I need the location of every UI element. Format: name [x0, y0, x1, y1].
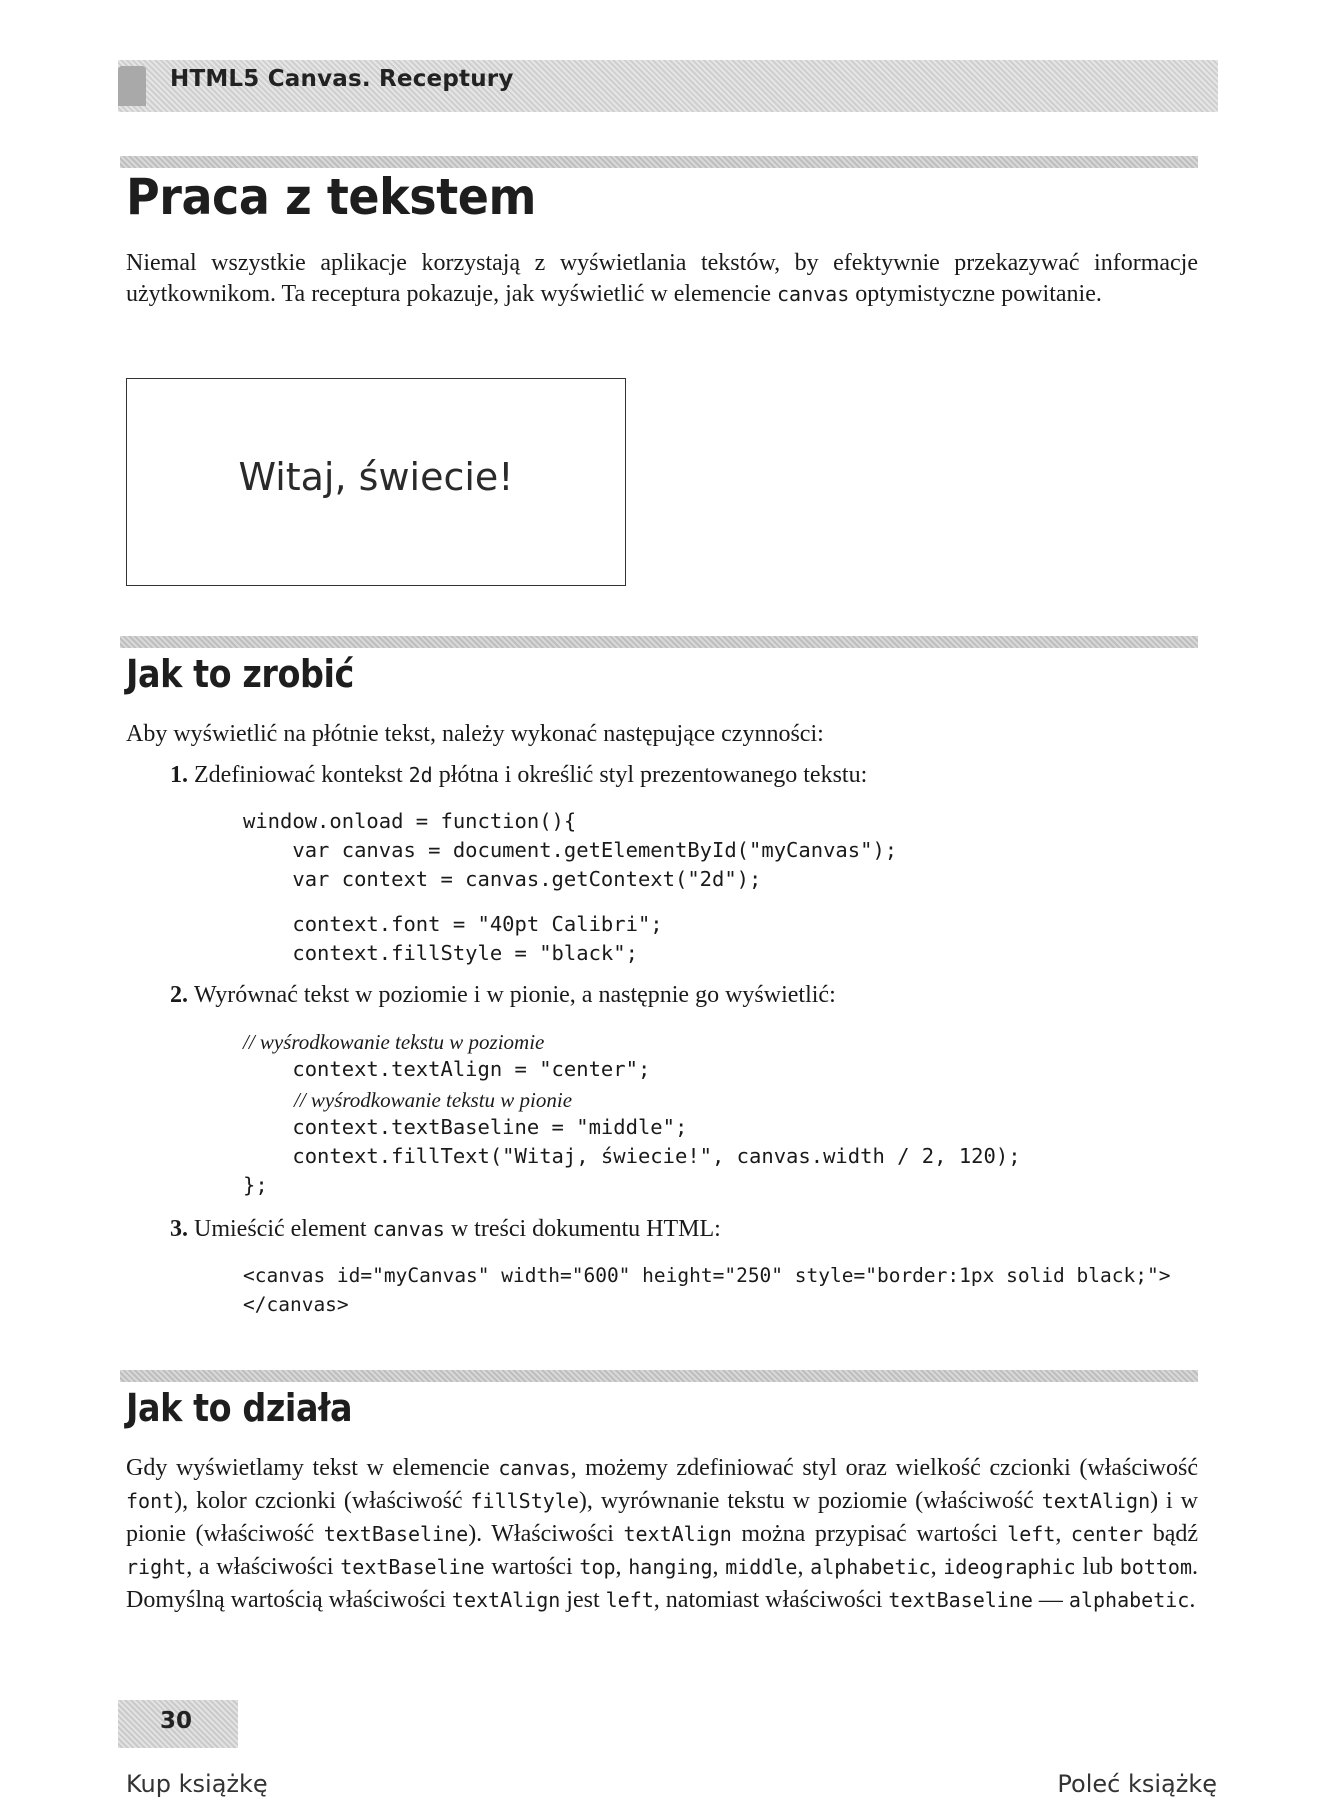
paragraph-text: ), wyrównanie tekstu w poziomie (właściwość [578, 1488, 1042, 1514]
inline-code: textBaseline [340, 1555, 485, 1579]
code-comment: // wyśrodkowanie tekstu w poziomie [243, 1030, 545, 1054]
paragraph-text: . [1189, 1587, 1196, 1613]
code-line: context.fillText("Witaj, świecie!", canvas.width / 2, 120); [243, 1144, 1021, 1168]
inline-code: fillStyle [470, 1489, 579, 1513]
step-3: 3. Umieścić element canvas w treści dokumentu HTML: [170, 1216, 721, 1242]
code-comment: // wyśrodkowanie tekstu w pionie [294, 1088, 573, 1112]
inline-code: ideographic [943, 1555, 1076, 1579]
inline-code: alphabetic [810, 1555, 931, 1579]
inline-code: font [126, 1489, 175, 1513]
inline-code: textAlign [451, 1588, 561, 1612]
inline-code: right [126, 1555, 187, 1579]
paragraph-text: wartości [484, 1554, 580, 1580]
paragraph-text: ) i w pionie (właściwość [126, 1488, 1198, 1547]
code-line: <canvas id="myCanvas" width="600" height="250" style="border:1px solid black;"> [243, 1264, 1171, 1287]
paragraph-text: ). Właściwości [468, 1521, 624, 1547]
inline-code: hanging [628, 1555, 713, 1579]
paragraph-text: lub [1075, 1554, 1120, 1580]
inline-code: center [1070, 1522, 1144, 1546]
paragraph-text: , natomiast właściwości [653, 1587, 889, 1613]
code-line: context.fillStyle = "black"; [243, 941, 638, 965]
inline-code: middle [725, 1555, 798, 1579]
step-2: 2. Wyrównać tekst w poziomie i w pionie, a następnie go wyświetlić: [170, 982, 836, 1008]
paragraph-text: jest [560, 1587, 606, 1613]
page-title: Praca z tekstem [126, 168, 536, 226]
canvas-demo-frame [126, 378, 626, 586]
inline-code: bottom [1119, 1555, 1193, 1579]
paragraph-text: . Domyślną wartością właściwości [126, 1554, 1199, 1613]
buy-book-link[interactable]: Kup książkę [126, 1770, 268, 1798]
section-rule [120, 156, 1198, 168]
paragraph-text: , [1055, 1521, 1071, 1547]
code-line: </canvas> [243, 1293, 349, 1316]
paragraph-text: — [1032, 1587, 1069, 1613]
code-line: context.textBaseline = "middle"; [243, 1115, 688, 1139]
inline-code: left [605, 1588, 654, 1612]
canvas-demo-text: Witaj, świecie! [238, 455, 514, 499]
paragraph-text: ), kolor czcionki (właściwość [174, 1488, 471, 1514]
recommend-book-link[interactable]: Poleć książkę [1057, 1770, 1217, 1798]
paragraph-text: , [797, 1554, 811, 1580]
section-rule [120, 1370, 1198, 1382]
page-number: 30 [160, 1708, 193, 1734]
section-heading-works: Jak to działa [126, 1386, 353, 1430]
paragraph-text: , a właściwości [186, 1554, 341, 1580]
code-line: window.onload = function(){ [243, 809, 577, 833]
inline-code: canvas [498, 1456, 571, 1480]
inline-code: alphabetic [1068, 1588, 1190, 1612]
code-line: context.textAlign = "center"; [243, 1057, 651, 1081]
inline-code: textBaseline [888, 1588, 1033, 1612]
header-tab-marker [118, 66, 146, 106]
paragraph-text: można przypisać wartości [731, 1521, 1008, 1547]
inline-code: textAlign [623, 1522, 732, 1546]
how-lead-paragraph: Aby wyświetlić na płótnie tekst, należy wykonać następujące czynności: [126, 721, 824, 747]
section-heading-how: Jak to zrobić [126, 652, 354, 696]
paragraph-text: bądź [1143, 1521, 1199, 1547]
code-line: var canvas = document.getElementById("myCanvas"); [243, 838, 898, 862]
paragraph-text: Gdy wyświetlamy tekst w elemencie [126, 1455, 499, 1481]
paragraph-text: , możemy zdefiniować styl oraz wielkość czcionki (właściwość [570, 1455, 1198, 1481]
step-1: 1. Zdefiniować kontekst 2d płótna i określić styl prezentowanego tekstu: [170, 762, 868, 788]
inline-code: left [1007, 1522, 1056, 1546]
code-line: var context = canvas.getContext("2d"); [243, 867, 762, 891]
code-line: context.font = "40pt Calibri"; [243, 912, 663, 936]
paragraph-text: , [930, 1554, 944, 1580]
works-paragraph [126, 1452, 1198, 1617]
inline-code: top [579, 1555, 616, 1579]
inline-code: textAlign [1041, 1489, 1151, 1513]
intro-paragraph: Niemal wszystkie aplikacje korzystają z wyświetlania tekstów, by efektywnie przekazywać informacje użytkownikom. Ta receptura pokazuje, jak wyświetlić w elemencie canvas optymistyczne powitanie. [126, 250, 1198, 307]
running-header-title: HTML5 Canvas. Receptury [170, 66, 514, 92]
paragraph-text: , [615, 1554, 629, 1580]
paragraph-text: , [712, 1554, 726, 1580]
section-rule [120, 636, 1198, 648]
code-line: }; [243, 1173, 268, 1197]
inline-code: textBaseline [323, 1522, 469, 1546]
